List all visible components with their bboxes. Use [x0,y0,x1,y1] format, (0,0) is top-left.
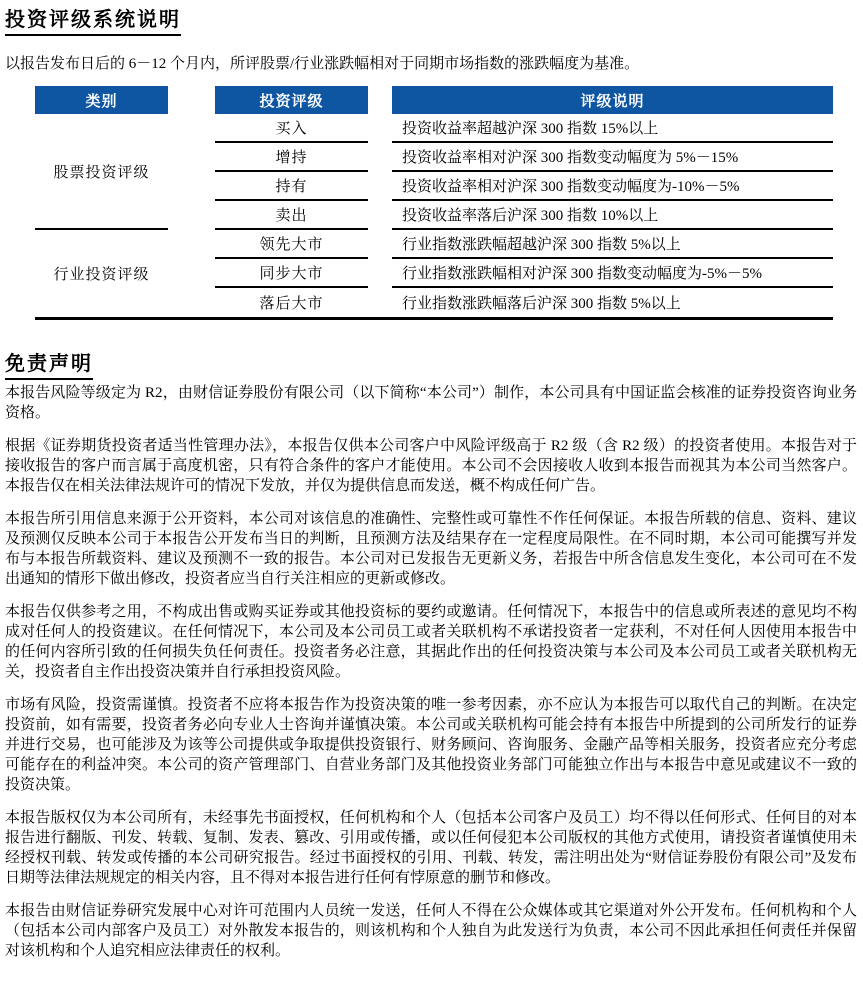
table-cell-category-stock: 股票投资评级 [35,114,168,230]
ratings-table [35,86,833,320]
table-header-rating: 投资评级 [215,86,368,114]
table-cell-category-industry: 行业投资评级 [53,267,150,283]
table-cell-description: 行业指数涨跌幅超越沪深 300 指数 5%以上 [392,230,833,259]
table-header-description: 评级说明 [392,86,833,114]
disclaimer-paragraph: 本报告所引用信息来源于公开资料，本公司对该信息的准确性、完整性或可靠性不作任何保证。本报告所载的信息、资料、建议及预测仅反映本公司于本报告公开发布当日的判断，且预测方法及结果存在一定程度局限性。在不同时期，本公司可能撰写并发布与本报告所载资料、建议及预测不一致的报告。本公司对已发报告无更新义务，若报告中所含信息发生变化，本公司可在不发出通知的情形下做出修改，投资者应当自行关注相应的更新或修改。 [5,511,857,587]
disclaimer-paragraph: 市场有风险，投资需谨慎。投资者不应将本报告作为投资决策的唯一参考因素，亦不应认为本报告可以取代自己的判断。在决定投资前，如有需要，投资者务必向专业人士咨询并谨慎决策。本公司或关联机构可能会持有本报告中所提到的公司所发行的证券并进行交易，也可能涉及为该等公司提供或争取提供投资银行、财务顾问、咨询服务、金融产品等相关服务，投资者应充分考虑可能存在的利益冲突。本公司的资产管理部门、自营业务部门及其他投资业务部门可能独立作出与本报告中意见或建议不一致的投资决策。 [5,697,857,793]
disclaimer-paragraph: 本报告由财信证券研究发展中心对许可范围内人员统一发送，任何人不得在公众媒体或其它渠道对外公开发布。任何机构和个人（包括本公司内部客户及员工）对外散发本报告的，则该机构和个人独自为此发送行为负责，本公司不因此承担任何责任并保留对该机构和个人追究相应法律责任的权利。 [5,903,857,959]
disclaimer-paragraph: 本报告风险等级定为 R2，由财信证券股份有限公司（以下简称“本公司”）制作，本公司具有中国证监会核准的证券投资咨询业务资格。 [5,385,857,421]
table-header-category: 类别 [35,86,168,114]
table-cell-description: 行业指数涨跌幅落后沪深 300 指数 5%以上 [402,296,681,312]
table-cell-rating: 领先大市 [215,230,368,259]
disclaimer-body [5,383,857,961]
rating-system-title-text: 投资评级系统说明 [5,8,181,36]
table-cell-description: 投资收益率相对沪深 300 指数变动幅度为-10%－5% [392,172,833,201]
table-cell-rating: 增持 [215,143,368,172]
rating-basis-text: 以报告发布日后的 6－12 个月内，所评股票/行业涨跌幅相对于同期市场指数的涨跌幅度为基准。 [5,56,640,72]
disclaimer-paragraph: 本报告仅供参考之用，不构成出售或购买证券或其他投资标的要约或邀请。任何情况下，本报告中的信息或所表述的意见均不构成对任何人的投资建议。在任何情况下，本公司及本公司员工或者关联机构不承诺投资者一定获利，不对任何人因使用本报告中的任何内容所引致的任何损失负任何责任。投资者务必注意，其据此作出的任何投资决策与本公司及本公司员工或者关联机构无关，投资者自主作出投资决策并自行承担投资风险。 [5,604,857,680]
table-cell-rating: 持有 [215,172,368,201]
table-cell-description: 投资收益率落后沪深 300 指数 10%以上 [392,201,833,230]
disclaimer-title [5,352,857,380]
disclaimer-title-text: 免责声明 [5,352,93,380]
table-cell-description: 投资收益率相对沪深 300 指数变动幅度为 5%－15% [392,143,833,172]
table-cell-rating: 同步大市 [215,259,368,288]
table-cell-description: 投资收益率超越沪深 300 指数 15%以上 [392,114,833,143]
disclaimer-paragraph: 根据《证券期货投资者适当性管理办法》，本报告仅供本公司客户中风险评级高于 R2 级（含 R2 级）的投资者使用。本报告对于接收报告的客户而言属于高度机密，只有符合条件的客户才能使用。本公司不会因接收人收到本报告而视其为本公司当然客户。本报告仅在相关法律法规许可的情况下发放，并仅为提供信息而发送，概不构成任何广告。 [5,438,857,494]
table-cell-rating: 卖出 [215,201,368,230]
disclaimer-paragraph: 本报告版权仅为本公司所有，未经事先书面授权，任何机构和个人（包括本公司客户及员工）均不得以任何形式、任何目的对本报告进行翻版、刊发、转载、复制、发表、篡改、引用或传播，或以任何侵犯本公司版权的其他方式使用，请投资者谨慎使用未经授权刊载、转发或传播的本公司研究报告。经过书面授权的引用、刊载、转发，需注明出处为“财信证券股份有限公司”及发布日期等法律法规规定的相关内容，且不得对本报告进行任何有悖原意的删节和修改。 [5,810,857,886]
table-cell-description: 行业指数涨跌幅相对沪深 300 指数变动幅度为-5%－5% [392,259,833,288]
rating-system-title [5,8,857,36]
table-cell-rating: 落后大市 [259,296,324,312]
table-cell-rating: 买入 [215,114,368,143]
